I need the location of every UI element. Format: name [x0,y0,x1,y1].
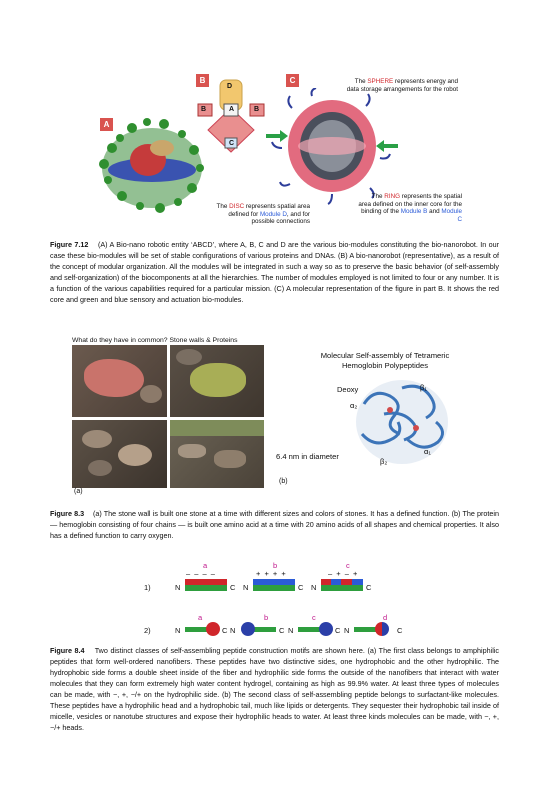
panel-label-a: A [100,118,113,131]
panel-label-b: B [196,74,209,87]
figure-7-12-caption: Figure 7.12 (A) A Bio-nano robotic entity ‘ABCD’, where A, B, C and D are the various bio-modules constituting the bio-nanorobot. In our case these bio-modules will be set of stable configurations of various proteins and DNAs. (B) A bio-nanorobot (representative), as a result of the concept of modular organization. All the modules will be integrated in such a way so as to preserve the basic behavior (of self-assembly and self-organization) of the biocomponents at all the hierarchies. The number of modules employed is not limited to four or any number. It is a function of the various capabilities required for a particular mission. (C) A molecular representation of the figure in part B. It shows the red core and green and blue sensory and actuation bio-modules. [50,240,499,304]
row2-head-a [206,622,220,636]
row2-number: 2) [144,626,151,635]
subunit-beta2: β₂ [380,457,388,466]
row2-letter-c: c [312,613,316,622]
row2-c-a: C [222,626,228,635]
photo-red-stone [72,345,167,417]
row2-n-a: N [175,626,181,635]
sphere-ring-robot [262,88,402,208]
row2-tail-a [185,627,207,632]
row1-charges-a: – – – – [186,569,216,578]
row2-tail-d [354,627,376,632]
row1-charges-c: – + – + [328,569,359,578]
row1-peptide-a-bottom [185,585,227,591]
module-a-label: A [229,106,235,113]
deoxy-label: Deoxy [337,385,359,394]
subunit-beta1: β₁ [420,383,427,392]
row2-letter-a: a [198,613,203,622]
row1-n-c: N [311,583,317,592]
row1-c-c: C [366,583,372,592]
sphere-note: The SPHERE represents energy and data storage arrangements for the robot [346,78,458,93]
figure-8-3-caption: Figure 8.3 (a) The stone wall is built one stone at a time with different sizes and colors of stones. It has a defined function. (b) The protein — hemoglobin consisting of four chains — is built one amino acid at a time with 20 amino acids of all shapes and chemical properties. It also has a defined function to carry oxygen. [50,509,499,540]
row2-n-c: N [288,626,294,635]
row1-letter-a: a [203,561,208,570]
photo-mossy-stones [170,345,264,417]
row2-c-b: C [279,626,285,635]
figure-8-4-caption: Figure 8.4 Two distinct classes of self-assembling peptide construction motifs are shown here. (a) The first class belongs to amphiphilic peptides that form well-ordered nanofibers. These peptides have two distinctive sides, one hydrophobic and the other hydrophilic. The hydrophobic side forms a double sheet inside of the fiber and hydrophilic side forms the outside of the nanofibers that interact with water molecules that they can form extremely high water content hydrogel, containing as high as 99.9% water. At least three types of molecules can be made, with −, +, −/+ on the hydrophilic side. (b) The second class of self-assembling peptide belongs to surfactant-like molecules. These peptides have a hydrophilic head and a hydrophobic tail, much like lipids or detergents. They sequester their hydrophobic tail inside of micelle, vesicles or nanotube structures and expose their hydrophilic heads to water. At least three kinds molecules can be made, with −, +, −/+ heads. [50,646,500,732]
photo-stone-pile [72,420,167,488]
disc-note: The DISC represents spatial area defined for Module D, and for possible connections [216,203,310,226]
module-b-right-label: B [254,106,260,113]
row2-c-d: C [397,626,403,635]
row2-n-d: N [344,626,350,635]
module-d-label: D [227,83,233,90]
row1-n-a: N [175,583,181,592]
row1-number: 1) [144,583,151,592]
row2-n-b: N [230,626,236,635]
ring-note: The RING represents the spatial area defined on the inner core for the binding of the Module B and Module C [358,193,462,223]
subunit-alpha1: α₁ [424,447,431,456]
photo-stone-wall [170,420,264,488]
row2-tail-c [298,627,320,632]
module-b-left-label: B [201,106,207,113]
hemoglobin-structure [344,374,454,474]
module-c-label: C [229,140,235,147]
row1-n-b: N [243,583,249,592]
subunit-alpha2: α₂ [350,401,358,410]
row1-peptide-c-bottom [321,585,363,591]
row2-head-c [319,622,333,636]
row1-letter-c: c [346,561,350,570]
row2-c-c: C [335,626,341,635]
row2-head-d [375,622,389,636]
diameter-label: 6.4 nm in diameter [276,452,339,461]
label-a: (a) [74,488,83,495]
row1-letter-b: b [273,561,278,570]
row1-c-a: C [230,583,236,592]
panel-label-c: C [286,74,299,87]
stone-proteins-title: What do they have in common? Stone walls & Proteins [72,337,238,344]
row2-letter-d: d [383,613,388,622]
row1-charges-b: + + + + [256,569,287,578]
row2-tail-b [254,627,276,632]
row2-letter-b: b [264,613,269,622]
row1-c-b: C [298,583,304,592]
label-b: (b) [279,478,288,485]
row2-head-b [241,622,255,636]
hemoglobin-title: Molecular Self-assembly of Tetrameric Hemoglobin Polypeptides [320,351,450,370]
row1-peptide-b-bottom [253,585,295,591]
